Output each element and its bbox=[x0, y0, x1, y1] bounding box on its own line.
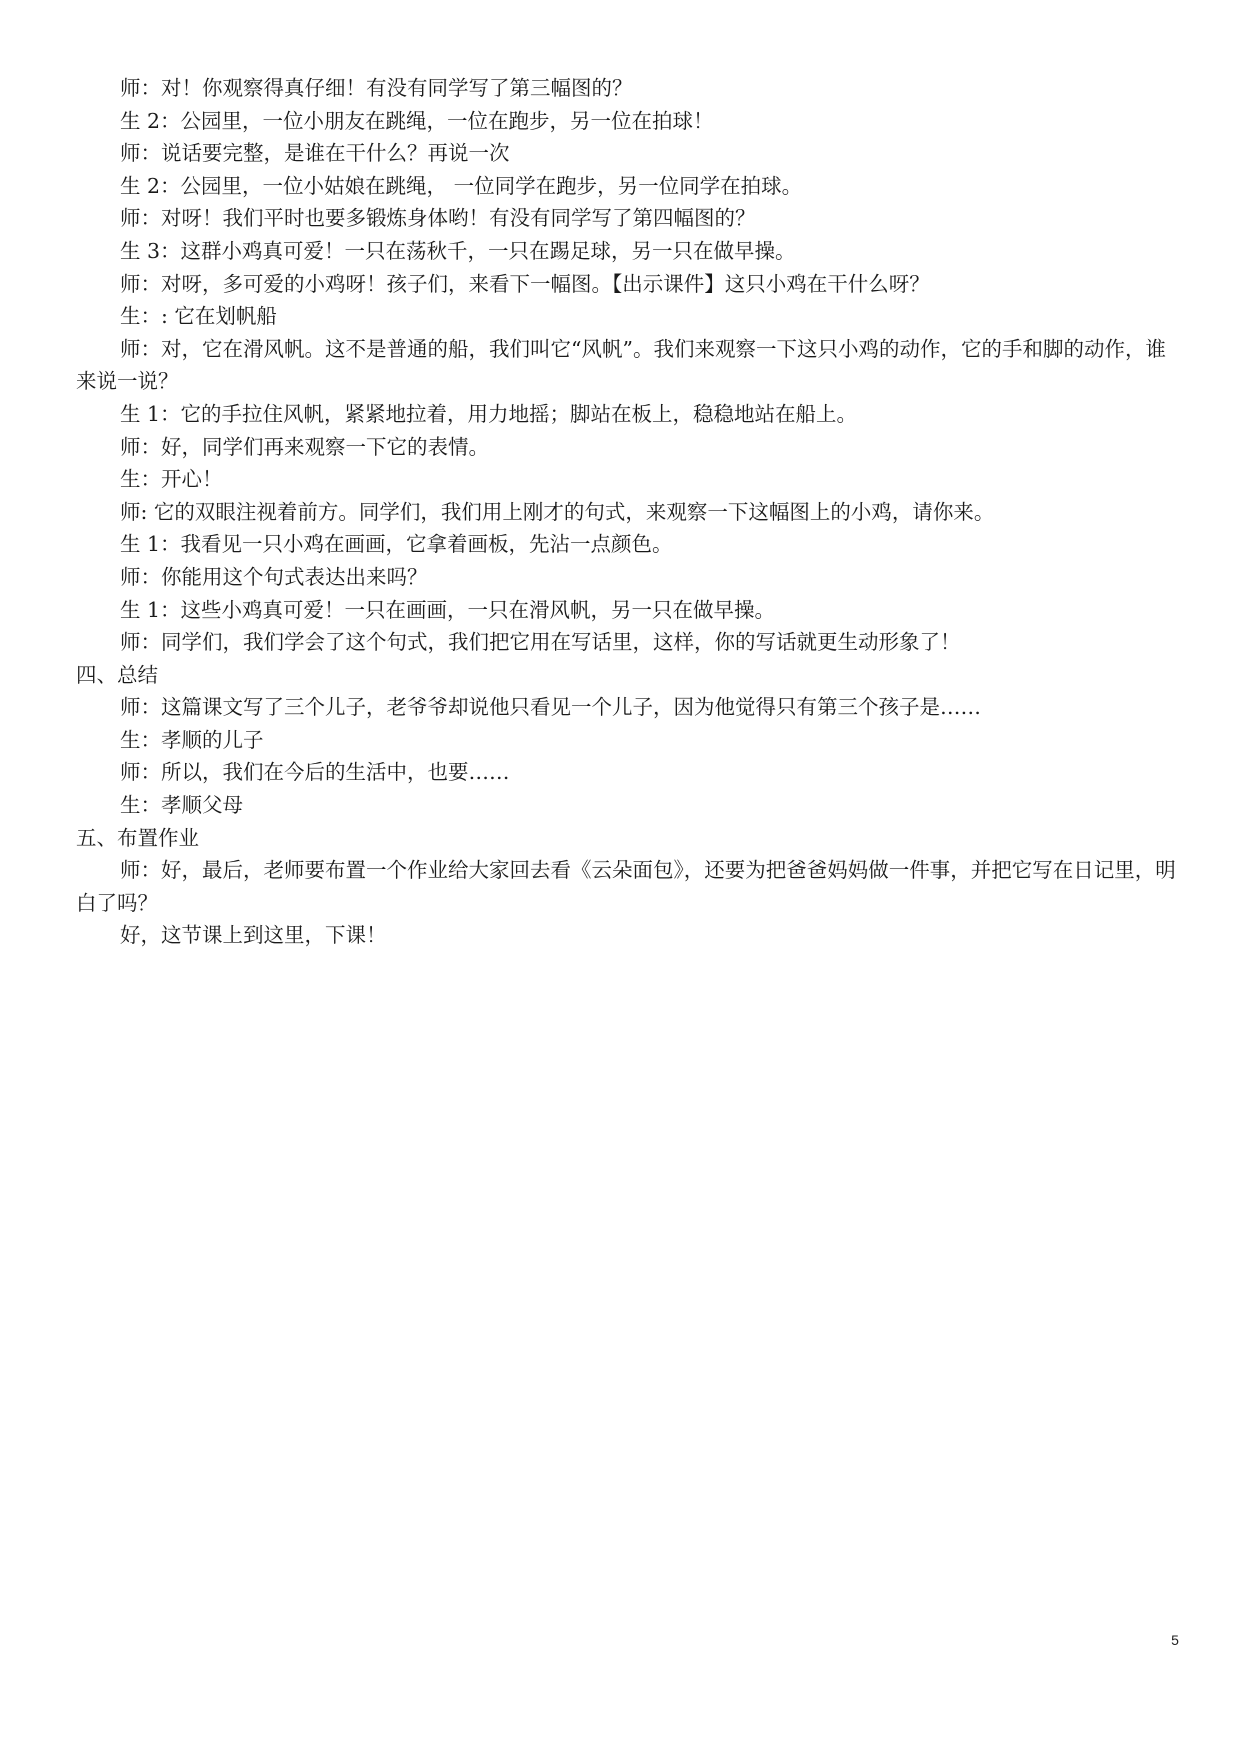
section-heading-summary: 四、总结 bbox=[76, 662, 158, 687]
dialogue-line: 生：孝顺父母 bbox=[120, 793, 243, 818]
dialogue-line: 师：说话要完整，是谁在干什么？再说一次 bbox=[120, 141, 510, 166]
dialogue-line: 师: 它的双眼注视着前方。同学们，我们用上刚才的句式，来观察一下这幅图上的小鸡，请你来。 bbox=[120, 499, 995, 524]
dialogue-line: 好，这节课上到这里，下课！ bbox=[120, 923, 387, 948]
dialogue-line: 师：你能用这个句式表达出来吗？ bbox=[120, 564, 428, 589]
dialogue-line: 生：开心！ bbox=[120, 467, 223, 492]
dialogue-paragraph: 师：对，它在滑风帆。这不是普通的船，我们叫它“风帆”。我们来观察一下这只小鸡的动作，它的手和脚的动作，谁来说一说？ bbox=[76, 336, 1166, 394]
dialogue-line: 师：对呀！我们平时也要多锻炼身体哟！有没有同学写了第四幅图的？ bbox=[120, 206, 756, 231]
dialogue-line: 生：孝顺的儿子 bbox=[120, 727, 264, 752]
page-number: 5 bbox=[1171, 1632, 1179, 1648]
dialogue-line: 生 1：它的手拉住风帆，紧紧地拉着，用力地摇；脚站在板上，稳稳地站在船上。 bbox=[120, 401, 858, 426]
dialogue-line: 生：: 它在划帆船 bbox=[120, 304, 277, 329]
dialogue-line: 生 1：这些小鸡真可爱！一只在画画，一只在滑风帆，另一只在做早操。 bbox=[120, 597, 776, 622]
dialogue-line: 师：同学们，我们学会了这个句式，我们把它用在写话里，这样，你的写话就更生动形象了！ bbox=[120, 630, 961, 655]
dialogue-line: 师：所以，我们在今后的生活中，也要…… bbox=[120, 760, 510, 785]
document-body bbox=[76, 72, 1176, 952]
dialogue-line: 生 2：公园里，一位小朋友在跳绳，一位在跑步，另一位在拍球！ bbox=[120, 108, 714, 133]
dialogue-line: 师：对呀，多可爱的小鸡呀！孩子们，来看下一幅图。【出示课件】这只小鸡在干什么呀？ bbox=[120, 271, 930, 296]
dialogue-line: 师：对！你观察得真仔细！有没有同学写了第三幅图的？ bbox=[120, 76, 633, 100]
dialogue-paragraph: 师：好，最后，老师要布置一个作业给大家回去看《云朵面包》，还要为把爸爸妈妈做一件事，并把它写在日记里，明白了吗？ bbox=[76, 858, 1176, 915]
dialogue-line: 生 3：这群小鸡真可爱！一只在荡秋千，一只在踢足球，另一只在做早操。 bbox=[120, 238, 796, 263]
dialogue-line: 师：这篇课文写了三个儿子，老爷爷却说他只看见一个儿子，因为他觉得只有第三个孩子是…… bbox=[120, 695, 981, 720]
dialogue-line: 生 1：我看见一只小鸡在画画，它拿着画板，先沾一点颜色。 bbox=[120, 532, 673, 557]
dialogue-line: 师：好，同学们再来观察一下它的表情。 bbox=[120, 434, 489, 459]
dialogue-line: 生 2：公园里，一位小姑娘在跳绳， 一位同学在跑步，另一位同学在拍球。 bbox=[120, 173, 803, 198]
section-heading-homework: 五、布置作业 bbox=[76, 825, 199, 850]
